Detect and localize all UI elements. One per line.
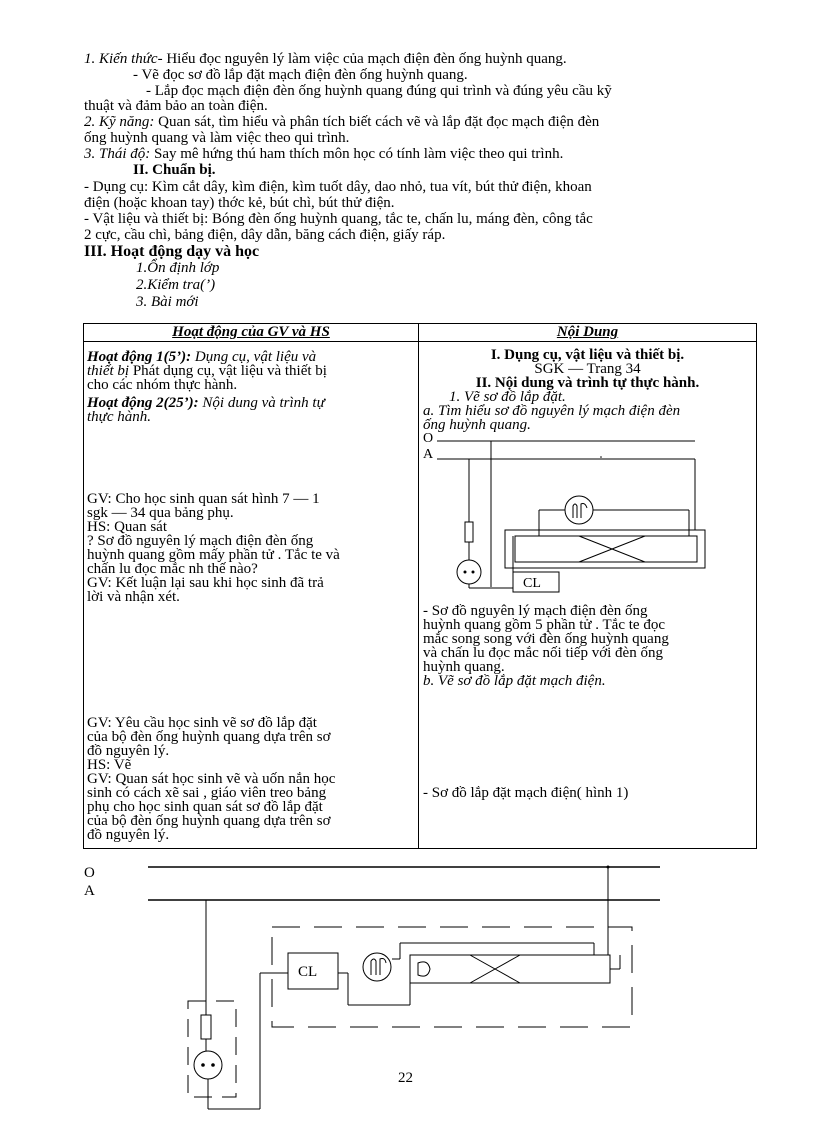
step-check: 2.Kiểm tra(’) [136, 277, 216, 293]
teacher-line: đồ nguyên lý. [87, 827, 170, 843]
objective-skill [84, 115, 756, 130]
switch-pin [472, 571, 475, 574]
activity1-title: Dụng cụ, vật liệu và [191, 349, 317, 365]
teacher-line: sinh có cách xẽ sai , giáo viên treo bảng [87, 785, 327, 801]
ballast-label: CL [298, 964, 318, 980]
column-header-teacher: Hoạt động của GV và HS [84, 324, 419, 342]
starter-contact [380, 959, 386, 976]
wire-dot [600, 456, 602, 458]
wire-o-label: O [423, 432, 434, 446]
wire-o-label: O [84, 865, 95, 881]
starter [565, 496, 593, 524]
lamp-tube [515, 536, 697, 562]
starter-contact [371, 959, 376, 975]
teacher-line: GV: Cho học sinh quan sát hình 7 — 1 [87, 491, 320, 507]
activity1-text: Phát dụng cụ, vật liệu và thiết bị [129, 363, 327, 379]
content-item-a-cont: ống huỳnh quang. [423, 417, 531, 433]
teacher-line: sgk — 34 qua bảng phụ. [87, 505, 234, 521]
teacher-line: GV: Quan sát học sinh vẽ và uốn nắn học [87, 771, 336, 787]
section-title-prep: II. Chuẩn bị. [133, 162, 216, 178]
prep-materials: - Vật liệu và thiết bị: Bóng đèn ống huỳnh quang, tắc te, chấn lu, máng đèn, công tắc [84, 211, 593, 227]
switch-pin [201, 1063, 205, 1067]
text-knowledge: - Hiểu đọc nguyên lý làm việc của mạch điện đèn ống huỳnh quang. [157, 51, 567, 67]
objective-knowledge [84, 52, 756, 67]
activity1-text-cont: cho các nhóm thực hành. [87, 377, 238, 393]
switch-symbol [194, 1051, 222, 1079]
left-cell [84, 342, 419, 849]
content-subheading: 1. Vẽ sơ đồ lắp đặt. [449, 389, 566, 405]
label-skill: 2. Kỹ năng: [84, 114, 155, 130]
question-line: huỳnh quang gồm mấy phần tử . Tắc te và [87, 547, 340, 563]
student-line: HS: Quan sát [87, 519, 167, 535]
switch-box-outline [188, 1001, 236, 1097]
objective-install: - Lắp đọc mạch điện đèn ống huỳnh quang đúng qui trình và đúng yêu cầu kỹ [146, 83, 612, 99]
teacher-line: GV: Yêu cầu học sinh vẽ sơ đồ lắp đặt [87, 715, 317, 731]
label-attitude: 3. Thái độ: [84, 146, 151, 162]
content-item-b: b. Vẽ sơ đồ lắp đặt mạch điện. [423, 673, 606, 689]
activity2-title-cont: thực hành. [87, 409, 152, 425]
ballast-label: CL [523, 576, 541, 591]
starter-contact [573, 504, 577, 518]
page-number: 22 [398, 1070, 413, 1086]
step-stabilize: 1.Ổn định lớp [136, 260, 220, 276]
content-item-a: a. Tìm hiểu sơ đồ nguyên lý mạch điện đèn [423, 403, 681, 419]
principle-text: huỳnh quang gồm 5 phần tử . Tắc te đọc [423, 617, 665, 633]
teacher-line: lời và nhận xét. [87, 589, 180, 605]
switch-pin [211, 1063, 215, 1067]
wire-dot [607, 866, 610, 869]
switch-symbol [457, 560, 481, 584]
column-header-content: Nội Dung [419, 324, 757, 342]
prep-materials-cont: 2 cực, cầu chì, bảng điện, dây dẫn, băng cách điện, giấy ráp. [84, 227, 446, 243]
lamp-fixture-outline [272, 927, 632, 1027]
right-cell [419, 342, 757, 849]
starter [363, 953, 391, 981]
content-heading-1: I. Dụng cụ, vật liệu và thiết bị. [490, 347, 685, 363]
teacher-line: đồ nguyên lý. [87, 743, 170, 759]
principle-text: và chấn lu đọc mắc nối tiếp với đèn ống [423, 645, 663, 661]
principle-circuit-diagram [419, 432, 753, 602]
label-knowledge: 1. Kiến thức [84, 51, 158, 67]
teacher-line: phụ cho học sinh quan sát sơ đồ lắp đặt [87, 799, 323, 815]
starter-contact [581, 504, 587, 519]
activity2-title: Nội dung và trình tự [198, 395, 325, 411]
student-line: HS: Vẽ [87, 757, 132, 773]
activity2-label: Hoạt động 2(25’): [87, 395, 199, 411]
installation-diagram [80, 855, 680, 1115]
lamp-electrode [418, 962, 430, 976]
text-skill: Quan sát, tìm hiểu và phân tích biết cách vẽ và lắp đặt đọc mạch điện đèn [154, 114, 600, 130]
text-attitude: Say mê hứng thú ham thích môn học có tính làm việc theo qui trình. [150, 146, 564, 162]
principle-text: huỳnh quang. [423, 659, 505, 675]
question-line: chấn lu đọc mắc nh thế nào? [87, 561, 258, 577]
fuse [465, 522, 473, 542]
principle-text: mắc song song với đèn ống huỳnh quang [423, 631, 669, 647]
content-heading-2: II. Nội dung và trình tự thực hành. [475, 375, 700, 391]
objective-install-cont: thuật và đảm bảo an toàn điện. [84, 98, 268, 114]
teacher-line: GV: Kết luận lại sau khi học sinh đã trả [87, 575, 324, 591]
lesson-table [83, 323, 757, 849]
install-diagram-ref: - Sơ đồ lắp đặt mạch điện( hình 1) [423, 785, 629, 801]
activity1-label: Hoạt động 1(5’): [87, 349, 192, 365]
objective-draw: - Vẽ đọc sơ đồ lắp đặt mạch điện đèn ống huỳnh quang. [133, 67, 468, 83]
fuse [201, 1015, 211, 1039]
principle-text: - Sơ đồ nguyên lý mạch điện đèn ống [423, 603, 648, 619]
wire-a-label: A [423, 447, 434, 462]
objective-skill-cont: ống huỳnh quang và làm việc theo qui trình. [84, 130, 350, 146]
prep-tools-cont: điện (hoặc khoan tay) thớc kẻ, bút chì, bút thử điện. [84, 195, 395, 211]
wire-a-label: A [84, 883, 95, 899]
section-title-activities: III. Hoạt động dạy và học [84, 243, 260, 260]
teacher-line: của bộ đèn ống huỳnh quang dựa trên sơ [87, 729, 331, 745]
question-line: ? Sơ đồ nguyên lý mạch điện đèn ống [87, 533, 314, 549]
fluorescent-lamp [410, 955, 610, 983]
teacher-line: của bộ đèn ống huỳnh quang dựa trên sơ [87, 813, 331, 829]
switch-pin [464, 571, 467, 574]
objective-attitude [84, 147, 756, 162]
activity1-title-cont: thiết bị [87, 363, 130, 379]
step-new-lesson: 3. Bài mới [136, 294, 199, 310]
prep-tools: - Dụng cụ: Kìm cắt dây, kìm điện, kìm tuốt dây, dao nhỏ, tua vít, bút thử điện, khoan [84, 179, 592, 195]
content-reference: SGK — Trang 34 [534, 361, 641, 377]
